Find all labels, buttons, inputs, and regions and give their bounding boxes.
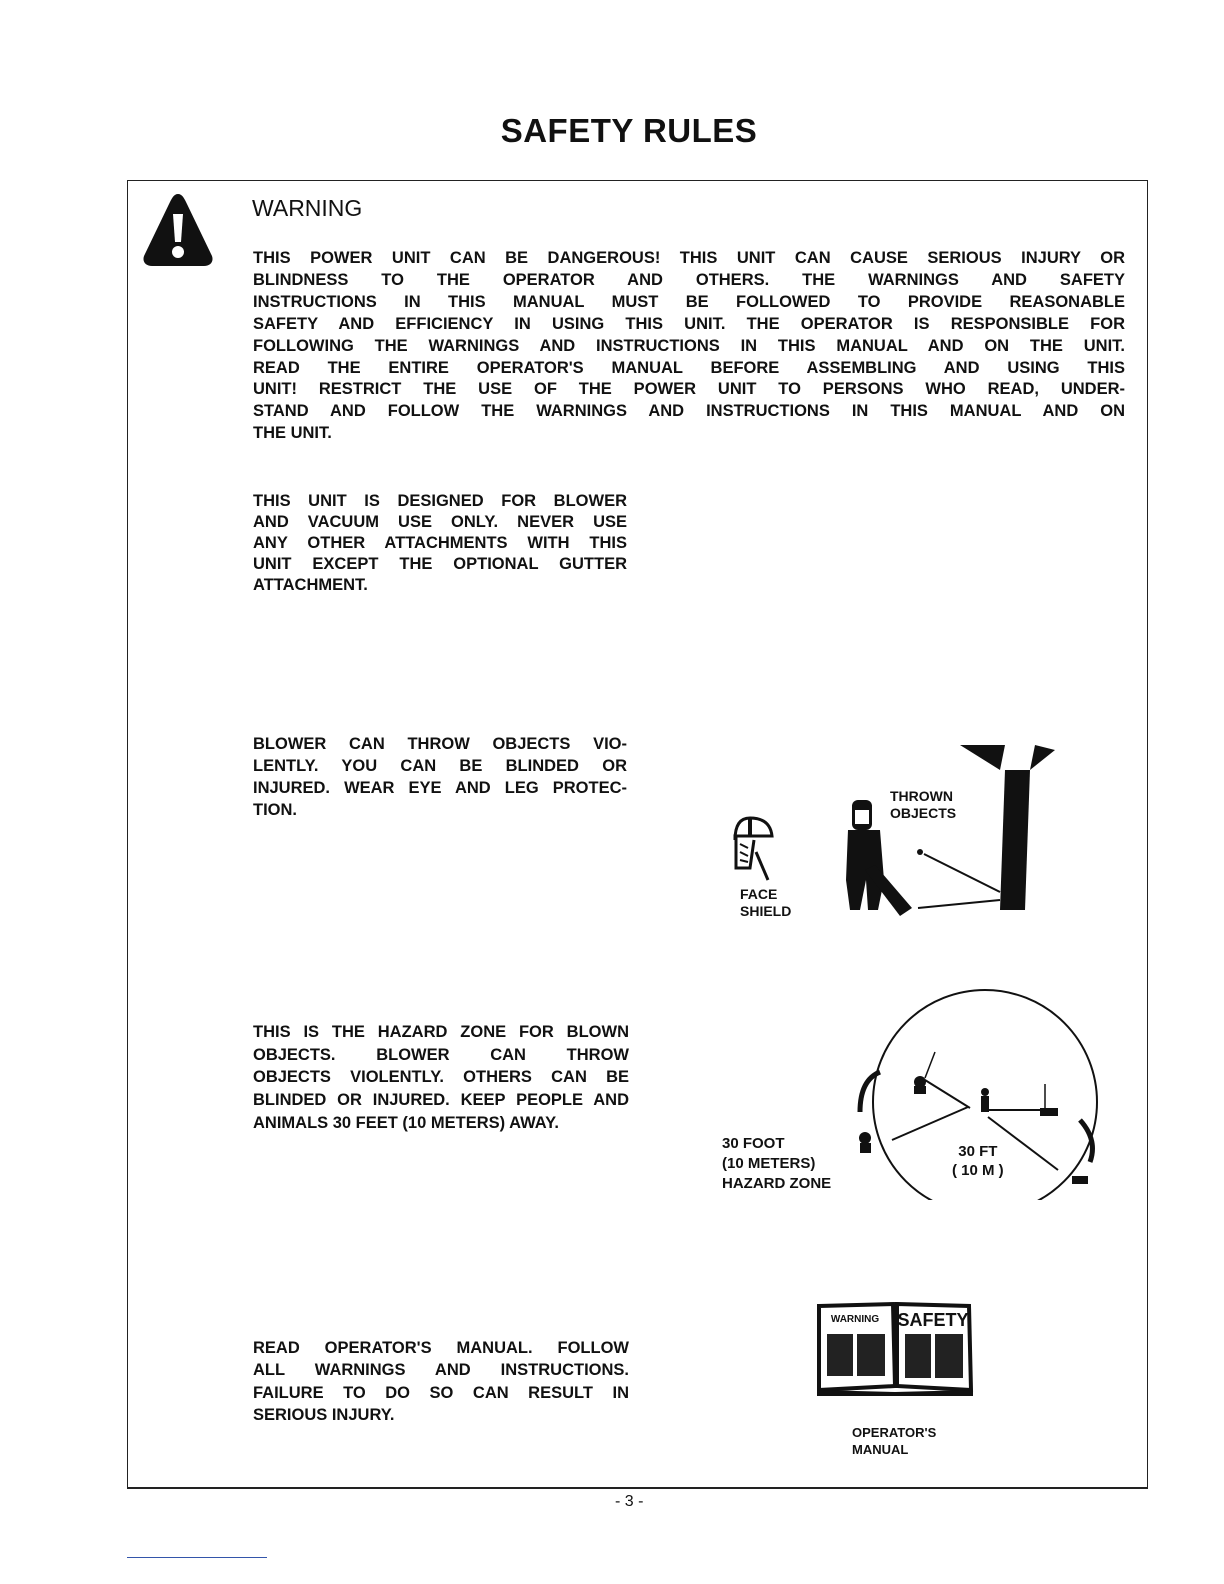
text-line: OBJECTS VIOLENTLY. OTHERS CAN BE (253, 1068, 629, 1087)
book-safety-text: SAFETY (897, 1310, 969, 1330)
text-line: ANY OTHER ATTACHMENTS WITH THIS (253, 534, 627, 552)
text-line: INSTRUCTIONS IN THIS MANUAL MUST BE FOLLOWED TO PROVIDE REASONABLE (253, 292, 1125, 311)
hazard-zone-text (253, 1021, 629, 1135)
designed-use-text (253, 491, 627, 596)
page-number: - 3 - (615, 1493, 644, 1510)
operators-manual-book-icon (815, 1300, 975, 1398)
text-line: SAFETY AND EFFICIENCY IN USING THIS UNIT. THE OPERATOR IS RESPONSIBLE FOR (253, 314, 1125, 333)
text-line: INJURED. WEAR EYE AND LEG PROTEC- (253, 779, 627, 797)
text-line: BLOWER CAN THROW OBJECTS VIO- (253, 735, 627, 753)
footer-rule (127, 1557, 267, 1558)
text-line: FAILURE TO DO SO CAN RESULT IN (253, 1383, 629, 1402)
book-warning-text: WARNING (830, 1314, 880, 1325)
label-line: HAZARD ZONE (722, 1175, 832, 1192)
thrown-objects-text (253, 733, 627, 821)
label-line: OPERATOR'S (852, 1425, 937, 1440)
text-line: SERIOUS INJURY. (253, 1405, 395, 1424)
text-line: ATTACHMENT. (253, 576, 368, 594)
text-line: AND VACUUM USE ONLY. NEVER USE (253, 513, 627, 531)
text-line: BLINDED OR INJURED. KEEP PEOPLE AND (253, 1091, 629, 1110)
hazard-zone-label (722, 1134, 831, 1194)
label-line: 30 FT (958, 1143, 998, 1160)
text-line: THIS IS THE HAZARD ZONE FOR BLOWN (253, 1023, 629, 1041)
label-line: ( 10 M ) (952, 1162, 1004, 1179)
text-line: ANIMALS 30 FEET (10 METERS) AWAY. (253, 1113, 559, 1132)
face-shield-icon (735, 818, 772, 880)
text-line: THIS POWER UNIT CAN BE DANGEROUS! THIS UNIT CAN CAUSE SERIOUS INJURY OR (253, 249, 1125, 267)
label-line: OBJECTS (890, 805, 957, 821)
operators-manual-label (852, 1424, 936, 1458)
warning-triangle-icon (140, 190, 216, 270)
read-manual-text (253, 1337, 629, 1426)
text-line: OBJECTS. BLOWER CAN THROW (253, 1045, 629, 1064)
text-line: LENTLY. YOU CAN BE BLINDED OR (253, 757, 627, 775)
label-line: MANUAL (852, 1442, 909, 1457)
text-line: ALL WARNINGS AND INSTRUCTIONS. (253, 1361, 629, 1380)
text-line: BLINDNESS TO THE OPERATOR AND OTHERS. THE WARNINGS AND SAFETY (253, 270, 1125, 289)
label-line: SHIELD (740, 903, 792, 919)
tree-icon (960, 745, 1055, 910)
text-line: UNIT EXCEPT THE OPTIONAL GUTTER (253, 555, 627, 573)
label-line: FACE (740, 886, 778, 902)
text-line: READ OPERATOR'S MANUAL. FOLLOW (253, 1339, 629, 1357)
thrown-objects-label (890, 788, 956, 822)
label-line: 30 FOOT (722, 1135, 785, 1152)
label-line: THROWN (890, 788, 953, 804)
text-line: THE UNIT. (253, 424, 332, 443)
warning-text (253, 248, 1125, 445)
distance-label (952, 1142, 1004, 1180)
text-line: READ THE ENTIRE OPERATOR'S MANUAL BEFORE ASSEMBLING AND USING THIS (253, 358, 1125, 377)
text-line: STAND AND FOLLOW THE WARNINGS AND INSTRUCTIONS IN THIS MANUAL AND ON (253, 402, 1125, 421)
text-line: UNIT! RESTRICT THE USE OF THE POWER UNIT TO PERSONS WHO READ, UNDER- (253, 380, 1125, 399)
label-line: (10 METERS) (722, 1155, 816, 1172)
warning-heading: WARNING (252, 195, 363, 221)
page-title: SAFETY RULES (500, 112, 758, 149)
text-line: FOLLOWING THE WARNINGS AND INSTRUCTIONS IN THIS MANUAL AND ON THE UNIT. (253, 336, 1125, 355)
text-line: THIS UNIT IS DESIGNED FOR BLOWER (253, 492, 627, 510)
text-line: TION. (253, 801, 297, 819)
face-shield-label (740, 886, 791, 920)
